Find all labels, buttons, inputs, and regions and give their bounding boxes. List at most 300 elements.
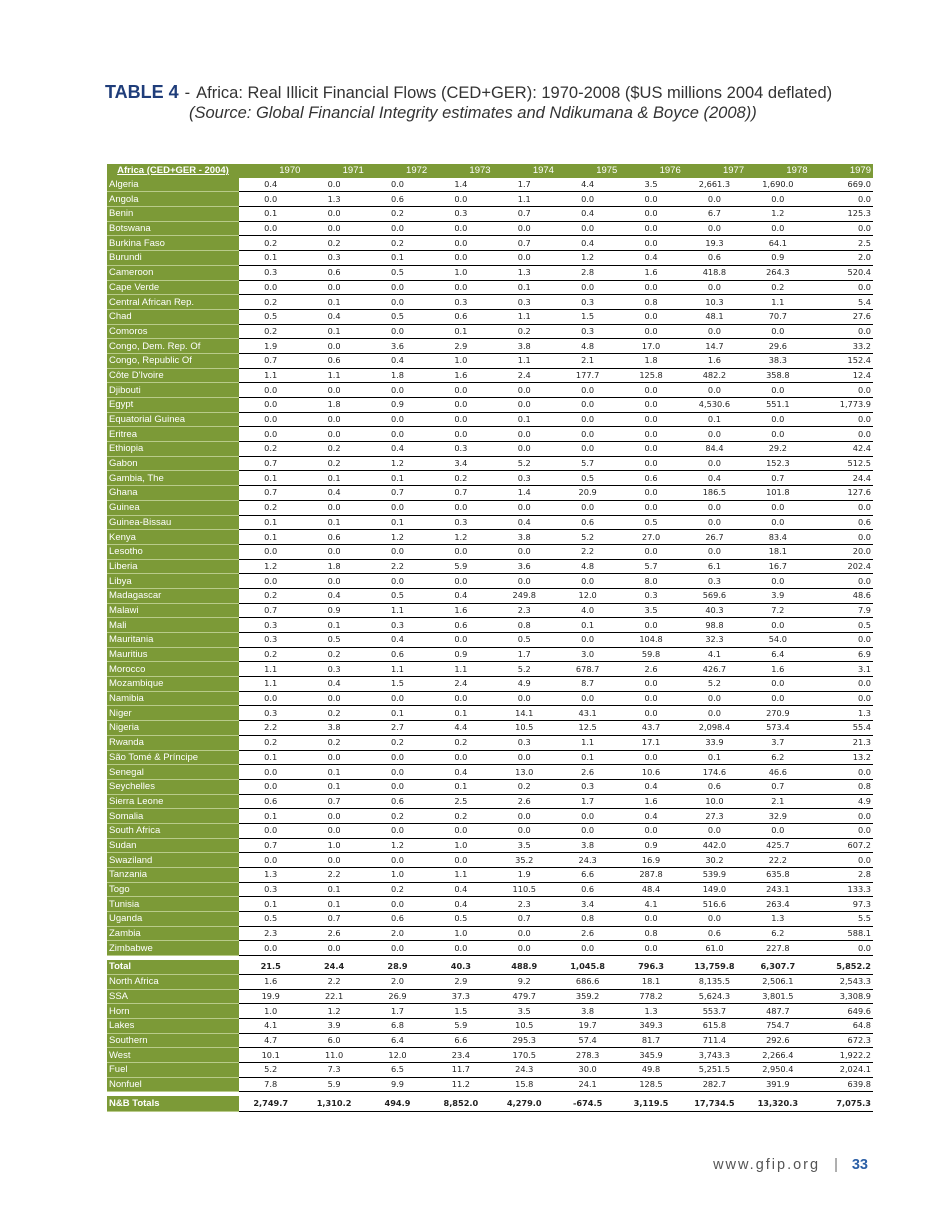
table-cell: 0.8 xyxy=(619,295,682,310)
table-cell: 0.0 xyxy=(810,221,873,236)
table-cell: 4.7 xyxy=(239,1033,302,1048)
table-cell: 10.6 xyxy=(619,765,682,780)
table-cell: 0.7 xyxy=(746,779,809,794)
row-label: Zimbabwe xyxy=(107,941,239,956)
row-label: Eritrea xyxy=(107,427,239,442)
table-cell: 32.3 xyxy=(683,633,746,648)
table-cell: 0.1 xyxy=(302,324,365,339)
table-cell: 1.9 xyxy=(493,868,556,883)
table-cell: 1.7 xyxy=(493,178,556,192)
table-cell: 0.0 xyxy=(302,823,365,838)
table-cell: 48.4 xyxy=(619,882,682,897)
table-cell: 0.4 xyxy=(619,779,682,794)
table-cell: 1.1 xyxy=(239,662,302,677)
row-label: Madagascar xyxy=(107,588,239,603)
table-row xyxy=(107,765,873,780)
table-cell: 0.2 xyxy=(239,735,302,750)
table-cell: 0.7 xyxy=(429,486,492,501)
table-cell: 0.0 xyxy=(810,765,873,780)
row-label: Mozambique xyxy=(107,677,239,692)
table-cell: 0.7 xyxy=(239,353,302,368)
table-cell: 1.8 xyxy=(366,368,429,383)
table-cell: 0.1 xyxy=(239,471,302,486)
table-cell: 186.5 xyxy=(683,486,746,501)
table-cell: 0.0 xyxy=(493,442,556,457)
header-year: 1978 xyxy=(746,164,809,178)
table-cell: 0.0 xyxy=(239,853,302,868)
table-cell: 0.9 xyxy=(302,603,365,618)
table-cell: 6.0 xyxy=(302,1033,365,1048)
table-cell: 553.7 xyxy=(683,1004,746,1019)
table-cell: 539.9 xyxy=(683,868,746,883)
table-cell: 40.3 xyxy=(683,603,746,618)
table-cell: 24.4 xyxy=(810,471,873,486)
table-cell: 0.6 xyxy=(556,515,619,530)
table-cell: 125.8 xyxy=(619,368,682,383)
table-cell: 6.4 xyxy=(746,647,809,662)
table-cell: 2.6 xyxy=(556,926,619,941)
table-cell: 2.3 xyxy=(493,603,556,618)
table-cell: 0.5 xyxy=(493,633,556,648)
table-cell: 0.4 xyxy=(302,588,365,603)
table-cell: 0.2 xyxy=(239,324,302,339)
table-cell: 0.0 xyxy=(683,823,746,838)
table-cell: 0.1 xyxy=(493,412,556,427)
table-cell: 2.8 xyxy=(556,265,619,280)
table-cell: 0.2 xyxy=(746,280,809,295)
table-cell: 0.2 xyxy=(302,706,365,721)
table-cell: 3.4 xyxy=(556,897,619,912)
table-cell: 10.1 xyxy=(239,1048,302,1063)
table-cell: 264.3 xyxy=(746,265,809,280)
table-row xyxy=(107,633,873,648)
header-year: 1977 xyxy=(683,164,746,178)
table-cell: 3.7 xyxy=(746,735,809,750)
table-cell: 2.2 xyxy=(302,974,365,989)
table-cell: 282.7 xyxy=(683,1077,746,1092)
table-cell: 3.8 xyxy=(302,721,365,736)
table-cell: 3,743.3 xyxy=(683,1048,746,1063)
row-label: Namibia xyxy=(107,691,239,706)
table-cell: 49.8 xyxy=(619,1062,682,1077)
table-cell: 0.0 xyxy=(619,236,682,251)
header-year: 1972 xyxy=(366,164,429,178)
table-cell: 0.2 xyxy=(239,588,302,603)
table-cell: 0.2 xyxy=(302,456,365,471)
table-cell: 0.0 xyxy=(619,280,682,295)
table-cell: 5,251.5 xyxy=(683,1062,746,1077)
table-cell: 0.0 xyxy=(556,280,619,295)
table-cell: 0.8 xyxy=(493,618,556,633)
table-cell: 0.0 xyxy=(746,574,809,589)
table-source: (Source: Global Financial Integrity estimates and Ndikumana & Boyce (2008)) xyxy=(189,104,757,122)
table-cell: 0.0 xyxy=(556,633,619,648)
row-label: Sudan xyxy=(107,838,239,853)
row-label: Gambia, The xyxy=(107,471,239,486)
table-cell: 0.0 xyxy=(239,574,302,589)
table-cell: 2.1 xyxy=(746,794,809,809)
table-cell: 4.1 xyxy=(239,1018,302,1033)
table-cell: 0.0 xyxy=(746,515,809,530)
table-cell: 711.4 xyxy=(683,1033,746,1048)
table-row xyxy=(107,779,873,794)
table-cell: 0.2 xyxy=(239,236,302,251)
table-cell: 0.2 xyxy=(302,442,365,457)
table-cell: 0.0 xyxy=(239,544,302,559)
table-cell: 24.4 xyxy=(302,960,365,974)
table-cell: 0.1 xyxy=(302,618,365,633)
table-cell: 0.2 xyxy=(366,882,429,897)
table-cell: 0.0 xyxy=(239,398,302,413)
table-cell: 0.0 xyxy=(556,574,619,589)
table-row xyxy=(107,1077,873,1092)
table-cell: 0.0 xyxy=(810,633,873,648)
table-cell: 0.0 xyxy=(810,383,873,398)
table-cell: 1.3 xyxy=(619,1004,682,1019)
table-cell: 0.0 xyxy=(366,853,429,868)
table-cell: 19.9 xyxy=(239,989,302,1004)
table-cell: 0.0 xyxy=(683,324,746,339)
header-country: Africa (CED+GER - 2004) xyxy=(107,164,239,178)
table-cell: 551.1 xyxy=(746,398,809,413)
table-cell: 2.5 xyxy=(810,236,873,251)
table-cell: 0.0 xyxy=(810,192,873,207)
table-cell: 0.4 xyxy=(429,765,492,780)
page-footer xyxy=(713,1157,868,1173)
table-cell: 0.0 xyxy=(619,427,682,442)
table-cell: 0.0 xyxy=(619,750,682,765)
table-cell: 43.7 xyxy=(619,721,682,736)
table-row xyxy=(107,960,873,974)
table-cell: 4.8 xyxy=(556,559,619,574)
table-row xyxy=(107,912,873,927)
table-cell: 0.0 xyxy=(302,809,365,824)
table-cell: 12.5 xyxy=(556,721,619,736)
table-cell: 1.1 xyxy=(746,295,809,310)
row-label: Cameroon xyxy=(107,265,239,280)
table-cell: 0.5 xyxy=(619,515,682,530)
table-row xyxy=(107,178,873,192)
table-cell: 0.0 xyxy=(746,500,809,515)
table-cell: 0.7 xyxy=(746,471,809,486)
page-number: 33 xyxy=(851,1157,868,1173)
table-cell: 0.1 xyxy=(556,750,619,765)
table-cell: 0.0 xyxy=(429,544,492,559)
header-year: 1970 xyxy=(239,164,302,178)
table-row xyxy=(107,882,873,897)
table-cell: 0.0 xyxy=(302,574,365,589)
table-cell: 0.0 xyxy=(493,809,556,824)
table-cell: 0.0 xyxy=(239,412,302,427)
table-cell: 5.9 xyxy=(429,1018,492,1033)
table-cell: 639.8 xyxy=(810,1077,873,1092)
table-cell: 0.4 xyxy=(429,882,492,897)
header-year: 1971 xyxy=(302,164,365,178)
table-cell: 1.7 xyxy=(366,1004,429,1019)
table-cell: 0.0 xyxy=(810,941,873,956)
table-cell: 0.5 xyxy=(366,588,429,603)
table-cell: 1.1 xyxy=(493,353,556,368)
table-cell: 0.4 xyxy=(619,251,682,266)
table-cell: 84.4 xyxy=(683,442,746,457)
table-cell: 13,759.8 xyxy=(683,960,746,974)
table-cell: 0.3 xyxy=(556,779,619,794)
table-cell: 0.2 xyxy=(429,735,492,750)
table-cell: 2,506.1 xyxy=(746,974,809,989)
table-cell: 5,852.2 xyxy=(810,960,873,974)
table-cell: 0.3 xyxy=(239,706,302,721)
table-cell: 0.1 xyxy=(366,251,429,266)
table-cell: 1.1 xyxy=(556,735,619,750)
table-cell: 0.0 xyxy=(556,398,619,413)
title-dash: - xyxy=(184,84,191,102)
row-label: Senegal xyxy=(107,765,239,780)
table-cell: 9.2 xyxy=(493,974,556,989)
table-cell: 0.6 xyxy=(556,882,619,897)
table-cell: 295.3 xyxy=(493,1033,556,1048)
table-cell: 0.0 xyxy=(619,486,682,501)
table-cell: 0.2 xyxy=(429,471,492,486)
table-cell: 6.1 xyxy=(683,559,746,574)
table-cell: 2.6 xyxy=(302,926,365,941)
table-cell: 19.7 xyxy=(556,1018,619,1033)
table-cell: 5.5 xyxy=(810,912,873,927)
table-cell: 5.7 xyxy=(556,456,619,471)
table-cell: 1.7 xyxy=(493,647,556,662)
table-cell: 2,661.3 xyxy=(683,178,746,192)
table-cell: 0.0 xyxy=(302,339,365,354)
table-cell: 0.0 xyxy=(302,500,365,515)
table-cell: 0.0 xyxy=(619,691,682,706)
table-cell: 0.0 xyxy=(810,574,873,589)
table-cell: 0.0 xyxy=(619,456,682,471)
table-cell: 5.2 xyxy=(556,530,619,545)
table-cell: 18.1 xyxy=(746,544,809,559)
table-cell: 14.1 xyxy=(493,706,556,721)
table-cell: 0.0 xyxy=(302,383,365,398)
table-cell: 127.6 xyxy=(810,486,873,501)
table-row xyxy=(107,897,873,912)
table-cell: 4.0 xyxy=(556,603,619,618)
table-cell: 6.6 xyxy=(556,868,619,883)
row-label: Somalia xyxy=(107,809,239,824)
table-cell: 0.6 xyxy=(683,779,746,794)
table-cell: 0.0 xyxy=(683,456,746,471)
table-cell: 0.0 xyxy=(810,677,873,692)
table-cell: 0.4 xyxy=(302,309,365,324)
table-cell: 0.3 xyxy=(239,618,302,633)
table-row xyxy=(107,339,873,354)
table-cell: 686.6 xyxy=(556,974,619,989)
table-cell: 0.4 xyxy=(556,207,619,222)
row-label: Horn xyxy=(107,1004,239,1019)
table-cell: 0.0 xyxy=(683,515,746,530)
table-cell: 0.0 xyxy=(810,691,873,706)
table-cell: 17.1 xyxy=(619,735,682,750)
table-cell: 0.3 xyxy=(556,295,619,310)
table-cell: 0.0 xyxy=(746,618,809,633)
table-row xyxy=(107,721,873,736)
table-cell: 170.5 xyxy=(493,1048,556,1063)
table-row xyxy=(107,427,873,442)
table-cell: 152.3 xyxy=(746,456,809,471)
table-cell: 26.9 xyxy=(366,989,429,1004)
table-row xyxy=(107,207,873,222)
table-cell: 0.6 xyxy=(302,353,365,368)
table-cell: 2.2 xyxy=(366,559,429,574)
table-cell: 0.0 xyxy=(746,823,809,838)
table-cell: 0.0 xyxy=(619,412,682,427)
table-cell: 1.6 xyxy=(619,794,682,809)
table-cell: 227.8 xyxy=(746,941,809,956)
table-cell: 0.3 xyxy=(493,295,556,310)
table-cell: 0.0 xyxy=(556,691,619,706)
table-cell: 0.2 xyxy=(302,647,365,662)
row-label: SSA xyxy=(107,989,239,1004)
row-label: Guinea xyxy=(107,500,239,515)
table-cell: 4.1 xyxy=(683,647,746,662)
table-cell: 0.1 xyxy=(239,515,302,530)
table-cell: 0.0 xyxy=(683,280,746,295)
table-cell: 14.7 xyxy=(683,339,746,354)
table-cell: 0.0 xyxy=(619,324,682,339)
table-cell: 0.0 xyxy=(619,398,682,413)
table-cell: 0.9 xyxy=(366,398,429,413)
row-label: Angola xyxy=(107,192,239,207)
table-cell: 0.6 xyxy=(810,515,873,530)
table-cell: 40.3 xyxy=(429,960,492,974)
table-cell: 0.6 xyxy=(302,530,365,545)
table-cell: 202.4 xyxy=(810,559,873,574)
table-row xyxy=(107,662,873,677)
table-cell: 0.0 xyxy=(556,192,619,207)
table-cell: 0.0 xyxy=(493,500,556,515)
table-cell: 607.2 xyxy=(810,838,873,853)
table-cell: 635.8 xyxy=(746,868,809,883)
table-cell: 0.8 xyxy=(810,779,873,794)
table-cell: 345.9 xyxy=(619,1048,682,1063)
table-row xyxy=(107,456,873,471)
table-row xyxy=(107,398,873,413)
table-cell: 0.1 xyxy=(556,618,619,633)
table-cell: 3.8 xyxy=(556,838,619,853)
table-cell: 0.0 xyxy=(746,427,809,442)
table-cell: 104.8 xyxy=(619,633,682,648)
table-row xyxy=(107,383,873,398)
table-cell: 4,530.6 xyxy=(683,398,746,413)
table-cell: 0.0 xyxy=(683,912,746,927)
table-row xyxy=(107,574,873,589)
table-cell: 1.8 xyxy=(302,559,365,574)
row-label: N&B Totals xyxy=(107,1096,239,1112)
table-cell: 2,024.1 xyxy=(810,1062,873,1077)
row-label: Côte D'Ivoire xyxy=(107,368,239,383)
table-cell: 520.4 xyxy=(810,265,873,280)
table-cell: 0.3 xyxy=(429,442,492,457)
table-cell: 3.9 xyxy=(746,588,809,603)
table-cell: 2.0 xyxy=(366,974,429,989)
row-label: Equatorial Guinea xyxy=(107,412,239,427)
table-cell: 4.1 xyxy=(619,897,682,912)
table-cell: 1.2 xyxy=(302,1004,365,1019)
table-cell: 3.5 xyxy=(619,603,682,618)
row-label: Morocco xyxy=(107,662,239,677)
table-cell: 0.3 xyxy=(429,295,492,310)
table-cell: 1.5 xyxy=(556,309,619,324)
table-cell: 0.3 xyxy=(429,515,492,530)
table-cell: 0.0 xyxy=(366,295,429,310)
table-cell: 0.0 xyxy=(366,941,429,956)
table-cell: 1.1 xyxy=(366,662,429,677)
table-cell: 249.8 xyxy=(493,588,556,603)
table-cell: 0.0 xyxy=(493,926,556,941)
table-row xyxy=(107,324,873,339)
table-row xyxy=(107,236,873,251)
table-cell: 0.0 xyxy=(810,809,873,824)
header-year: 1976 xyxy=(619,164,682,178)
table-cell: 754.7 xyxy=(746,1018,809,1033)
table-cell: 0.0 xyxy=(302,941,365,956)
table-cell: 29.2 xyxy=(746,442,809,457)
table-cell: 0.0 xyxy=(619,207,682,222)
table-cell: 2.6 xyxy=(619,662,682,677)
table-cell: 0.1 xyxy=(302,295,365,310)
row-label: Burundi xyxy=(107,251,239,266)
table-cell: 128.5 xyxy=(619,1077,682,1092)
table-row xyxy=(107,442,873,457)
table-cell: 0.0 xyxy=(556,500,619,515)
row-label: Libya xyxy=(107,574,239,589)
table-row xyxy=(107,974,873,989)
table-cell: 0.0 xyxy=(366,412,429,427)
table-cell: 125.3 xyxy=(810,207,873,222)
table-cell: 0.0 xyxy=(429,398,492,413)
table-cell: 0.1 xyxy=(302,882,365,897)
header-year: 1975 xyxy=(556,164,619,178)
table-row xyxy=(107,192,873,207)
table-cell: 33.2 xyxy=(810,339,873,354)
table-cell: 0.0 xyxy=(429,574,492,589)
table-cell: 4.9 xyxy=(810,794,873,809)
table-cell: 0.6 xyxy=(366,794,429,809)
table-cell: 1.6 xyxy=(683,353,746,368)
table-cell: 0.5 xyxy=(366,265,429,280)
table-cell: 0.1 xyxy=(302,779,365,794)
table-cell: 1.2 xyxy=(429,530,492,545)
table-cell: 0.0 xyxy=(366,765,429,780)
table-cell: 2.8 xyxy=(810,868,873,883)
row-label: Liberia xyxy=(107,559,239,574)
table-cell: 0.2 xyxy=(366,809,429,824)
table-cell: 2.2 xyxy=(239,721,302,736)
table-cell: 26.7 xyxy=(683,530,746,545)
table-cell: 24.3 xyxy=(556,853,619,868)
table-cell: 3.1 xyxy=(810,662,873,677)
table-cell: 2.9 xyxy=(429,339,492,354)
table-cell: 1.1 xyxy=(493,309,556,324)
row-label: West xyxy=(107,1048,239,1063)
table-cell: 0.0 xyxy=(683,544,746,559)
table-cell: 0.7 xyxy=(239,456,302,471)
table-cell: 0.0 xyxy=(493,574,556,589)
table-cell: 0.0 xyxy=(366,221,429,236)
table-cell: 1.1 xyxy=(429,868,492,883)
table-cell: 1.6 xyxy=(239,974,302,989)
table-cell: 0.2 xyxy=(493,324,556,339)
row-label: Tunisia xyxy=(107,897,239,912)
table-cell: 0.0 xyxy=(493,941,556,956)
table-cell: 29.6 xyxy=(746,339,809,354)
